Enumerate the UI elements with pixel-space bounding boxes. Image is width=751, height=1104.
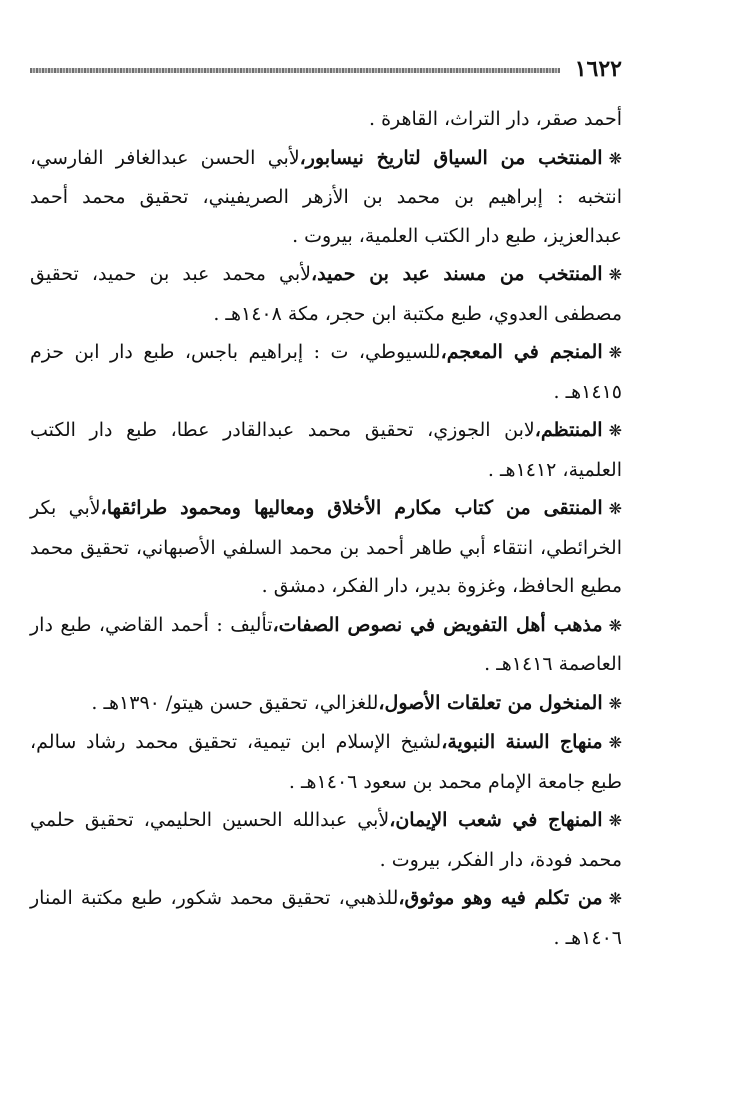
entry-text: للذهبي، تحقيق محمد شكور، طبع مكتبة المنار ١٤٠٦هـ . xyxy=(30,887,622,949)
continued-entry-line: أحمد صقر، دار التراث، القاهرة . xyxy=(368,108,622,130)
entry-title: المنتخب من مسند عبد بن حميد، xyxy=(310,263,603,285)
bibliography-entry xyxy=(30,255,622,333)
entry-text: لأبي بكر الخرائطي، انتقاء أبي طاهر أحمد بن محمد السلفي الأصبهاني، تحقيق محمد مطيع الحافظ، وغزوة بدير، دار الفكر، دمشق . xyxy=(30,497,622,597)
bibliography-entry xyxy=(30,879,622,957)
entry-title: منهاج السنة النبوية، xyxy=(441,731,603,753)
bullet-icon: ❋ xyxy=(608,343,622,362)
bullet-icon: ❋ xyxy=(608,421,622,440)
entry-title: مذهب أهل التفويض في نصوص الصفات، xyxy=(272,613,603,636)
bullet-icon: ❋ xyxy=(608,733,622,752)
bibliography-entry xyxy=(30,489,622,606)
entry-text: لأبي محمد عبد بن حميد، تحقيق مصطفى العدوي، طبع مكتبة ابن حجر، مكة ١٤٠٨هـ . xyxy=(30,263,622,325)
entry-text: تأليف : أحمد القاضي، طبع دار العاصمة ١٤١٦هـ . xyxy=(30,613,622,675)
bullet-icon: ❋ xyxy=(608,889,622,908)
bullet-icon: ❋ xyxy=(608,811,622,830)
entry-title: المنتخب من السياق لتاريخ نيسابور، xyxy=(299,146,603,169)
header-rule xyxy=(30,68,560,73)
entry-text: للسيوطي، ت : إبراهيم باجس، طبع دار ابن حزم ١٤١٥هـ . xyxy=(30,341,622,403)
entry-title: المنهاج في شعب الإيمان، xyxy=(389,809,603,831)
entry-title: المنخول من تعلقات الأصول، xyxy=(378,691,603,714)
entry-title: المنتقى من كتاب مكارم الأخلاق ومعاليها ومحمود طرائقها، xyxy=(100,497,603,519)
page-number: ١٦٢٢ xyxy=(574,56,622,82)
entry-text: لابن الجوزي، تحقيق محمد عبدالقادر عطا، طبع دار الكتب العلمية، ١٤١٢هـ . xyxy=(30,419,622,481)
bibliography-entry xyxy=(30,411,622,489)
bibliography-entry xyxy=(30,606,622,684)
entry-title: المنجم في المعجم، xyxy=(440,341,603,363)
entry-text: لأبي الحسن عبدالغافر الفارسي، انتخبه : إبراهيم بن محمد بن الأزهر الصريفيني، تحقيق محمد أحمد عبدالعزيز، طبع دار الكتب العلمية، بيروت . xyxy=(30,146,622,247)
page-header xyxy=(30,58,622,84)
bullet-icon: ❋ xyxy=(608,148,622,168)
bullet-icon: ❋ xyxy=(608,693,622,713)
entry-text: لشيخ الإسلام ابن تيمية، تحقيق محمد رشاد سالم، طبع جامعة الإمام محمد بن سعود ١٤٠٦هـ . xyxy=(30,731,622,793)
bullet-icon: ❋ xyxy=(608,499,623,518)
bibliography-entry xyxy=(30,139,622,256)
bibliography-list xyxy=(30,100,622,957)
entry-title: المنتظم، xyxy=(534,419,603,441)
entry-text: لأبي عبدالله الحسين الحليمي، تحقيق حلمي محمد فودة، دار الفكر، بيروت . xyxy=(30,809,622,871)
bibliography-entry xyxy=(30,801,622,879)
bibliography-entry xyxy=(30,684,622,724)
bibliography-entry xyxy=(30,723,622,801)
bullet-icon: ❋ xyxy=(608,265,622,284)
entry-title: من تكلم فيه وهو موثوق، xyxy=(398,887,603,909)
entry-text: للغزالي، تحقيق حسن هيتو/ ١٣٩٠هـ . xyxy=(91,691,379,714)
bullet-icon: ❋ xyxy=(608,615,622,635)
bibliography-entry xyxy=(30,333,622,411)
